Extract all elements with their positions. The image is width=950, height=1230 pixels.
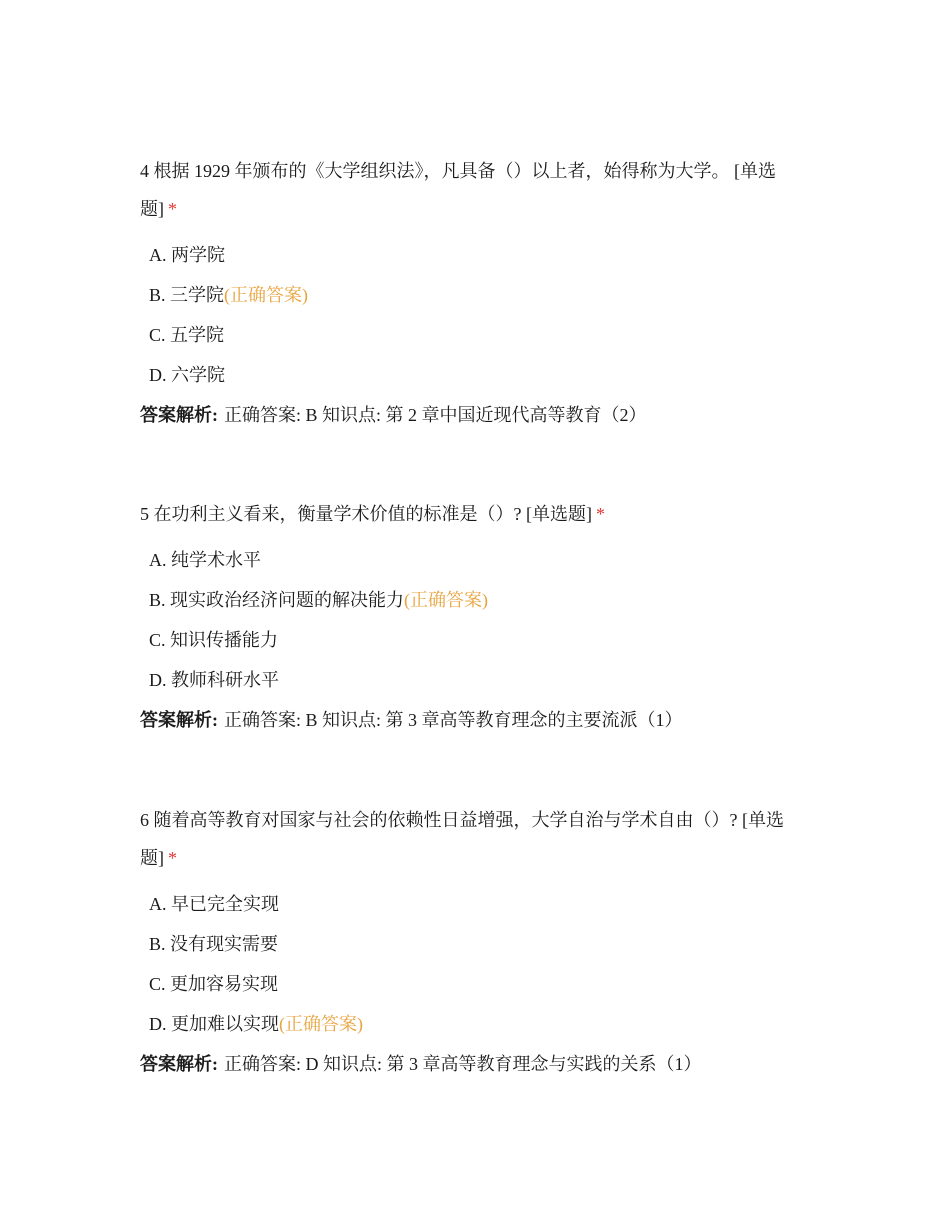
option-label: D. 更加难以实现 xyxy=(149,1014,279,1034)
option-label: A. 早已完全实现 xyxy=(149,894,279,914)
option-label: D. 教师科研水平 xyxy=(149,670,279,690)
required-mark: * xyxy=(595,504,605,524)
option-list xyxy=(140,884,810,1044)
question-block xyxy=(140,152,810,435)
option-item xyxy=(140,964,810,1004)
correct-answer-tag: (正确答案) xyxy=(404,590,489,610)
question-block xyxy=(140,801,810,1084)
answer-analysis xyxy=(140,1044,810,1084)
option-item xyxy=(140,1004,810,1044)
question-block xyxy=(140,495,810,740)
required-mark: * xyxy=(168,199,177,219)
required-mark: * xyxy=(168,848,177,868)
option-item xyxy=(140,315,810,355)
option-item xyxy=(140,580,810,620)
option-item xyxy=(140,924,810,964)
option-item xyxy=(140,540,810,580)
option-item xyxy=(140,884,810,924)
option-label: B. 现实政治经济问题的解决能力 xyxy=(149,590,405,610)
analysis-label: 答案解析: xyxy=(140,1054,218,1074)
correct-answer-tag: (正确答案) xyxy=(279,1014,363,1034)
analysis-text: 正确答案: B 知识点: 第 3 章高等教育理念的主要流派（1） xyxy=(224,710,683,730)
answer-analysis xyxy=(140,700,810,740)
question-stem xyxy=(140,801,810,877)
option-item xyxy=(140,660,810,700)
option-label: A. 两学院 xyxy=(149,245,225,265)
option-label: B. 没有现实需要 xyxy=(149,934,279,954)
analysis-text: 正确答案: D 知识点: 第 3 章高等教育理念与实践的关系（1） xyxy=(224,1054,702,1074)
option-item xyxy=(140,620,810,660)
option-label: C. 更加容易实现 xyxy=(149,974,279,994)
option-item xyxy=(140,275,810,315)
answer-analysis xyxy=(140,395,810,435)
option-list xyxy=(140,235,810,395)
question-stem-text: 6 随着高等教育对国家与社会的依赖性日益增强，大学自治与学术自由（）? [单选题] xyxy=(140,810,784,868)
analysis-label: 答案解析: xyxy=(140,405,218,425)
analysis-text: 正确答案: B 知识点: 第 2 章中国近现代高等教育（2） xyxy=(224,405,647,425)
option-label: D. 六学院 xyxy=(149,365,225,385)
question-stem xyxy=(140,495,810,533)
question-stem-text: 4 根据 1929 年颁布的《大学组织法》，凡具备（）以上者，始得称为大学。 [单选题] xyxy=(140,161,776,219)
option-item xyxy=(140,355,810,395)
question-stem xyxy=(140,152,810,228)
option-list xyxy=(140,540,810,700)
correct-answer-tag: (正确答案) xyxy=(224,285,309,305)
question-stem-text: 5 在功利主义看来，衡量学术价值的标准是（）? [单选题] xyxy=(140,504,592,524)
option-label: A. 纯学术水平 xyxy=(149,550,261,570)
analysis-label: 答案解析: xyxy=(140,710,218,730)
option-label: B. 三学院 xyxy=(149,285,225,305)
option-item xyxy=(140,235,810,275)
option-label: C. 五学院 xyxy=(149,325,225,345)
option-label: C. 知识传播能力 xyxy=(149,630,279,650)
